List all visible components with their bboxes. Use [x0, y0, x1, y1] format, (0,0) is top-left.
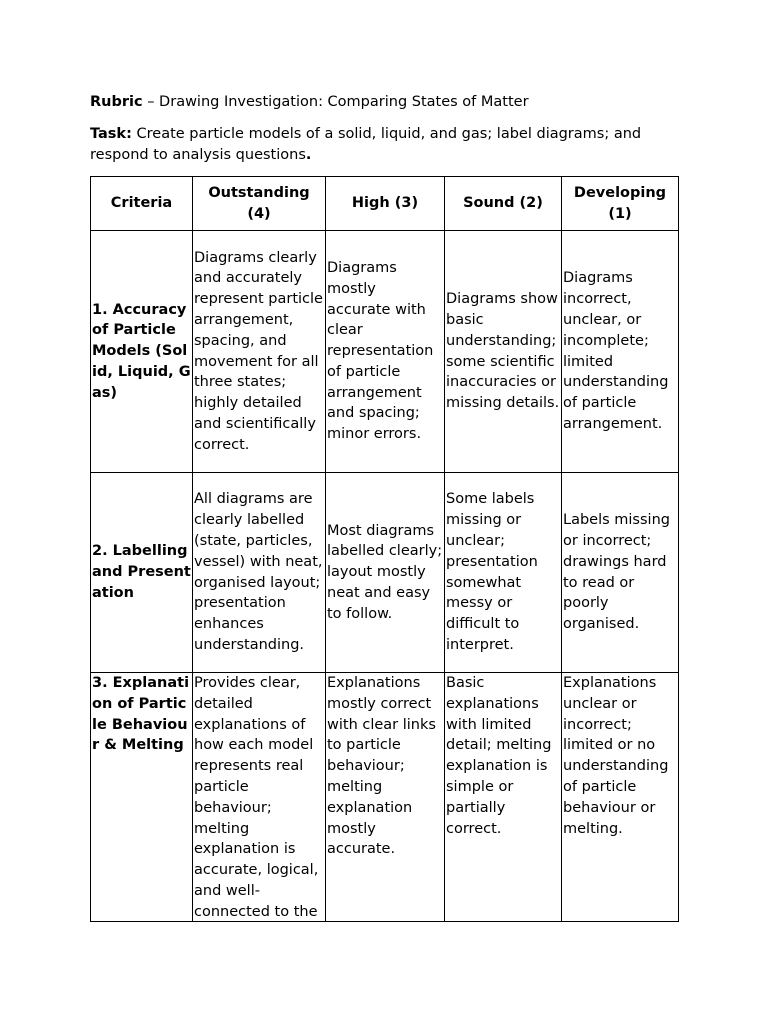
- sound-cell: Diagrams show basic understanding; some scientific inaccuracies or missing details.: [445, 231, 562, 473]
- criteria-cell: 3. Explanation of Particle Behaviour & Melting: [91, 673, 193, 922]
- sound-cell: Some labels missing or unclear; presentation somewhat messy or difficult to interpret.: [445, 473, 562, 673]
- outstanding-cell: Diagrams clearly and accurately represent particle arrangement, spacing, and movement for all three states; highly detailed and scientifically correct.: [193, 231, 326, 473]
- sound-cell: Basic explanations with limited detail; melting explanation is simple or partially correct.: [445, 673, 562, 922]
- task-period: .: [305, 147, 312, 163]
- header-row: [91, 177, 679, 231]
- rubric-table: [90, 176, 679, 922]
- criteria-cell: 2. Labelling and Presentation: [91, 473, 193, 673]
- criteria-cell: 1. Accuracy of Particle Models (Solid, Liquid, Gas): [91, 231, 193, 473]
- header-sound: Sound (2): [445, 177, 562, 231]
- table-row: [91, 673, 679, 922]
- developing-cell: Labels missing or incorrect; drawings hard to read or poorly organised.: [562, 473, 679, 673]
- developing-cell: Explanations unclear or incorrect; limited or no understanding of particle behaviour or melting.: [562, 673, 679, 922]
- header-criteria: Criteria: [91, 177, 193, 231]
- table-row: [91, 231, 679, 473]
- header-outstanding: Outstanding (4): [193, 177, 326, 231]
- high-cell: Most diagrams labelled clearly; layout mostly neat and easy to follow.: [326, 473, 445, 673]
- task-description: [90, 124, 690, 166]
- developing-cell: Diagrams incorrect, unclear, or incomplete; limited understanding of particle arrangement.: [562, 231, 679, 473]
- task-label: Task:: [90, 126, 132, 142]
- rubric-label: Rubric: [90, 94, 143, 110]
- outstanding-cell: [193, 673, 326, 922]
- outstanding-cell-text: Provides clear, detailed explanations of how each model represents real particle behaviour; melting explanation is accurate, logical, and well-connected to the: [194, 675, 319, 920]
- task-text: Create particle models of a solid, liquid, and gas; label diagrams; and respond to analysis questions: [90, 126, 642, 163]
- header-high: High (3): [326, 177, 445, 231]
- high-cell: Explanations mostly correct with clear links to particle behaviour; melting explanation mostly accurate.: [326, 673, 445, 922]
- high-cell: Diagrams mostly accurate with clear representation of particle arrangement and spacing; minor errors.: [326, 231, 445, 473]
- header-developing: Developing (1): [562, 177, 679, 231]
- document-title: [90, 92, 529, 112]
- table-row: [91, 473, 679, 673]
- rubric-title-text: – Drawing Investigation: Comparing States of Matter: [142, 94, 529, 110]
- outstanding-cell: All diagrams are clearly labelled (state, particles, vessel) with neat, organised layout; presentation enhances understanding.: [193, 473, 326, 673]
